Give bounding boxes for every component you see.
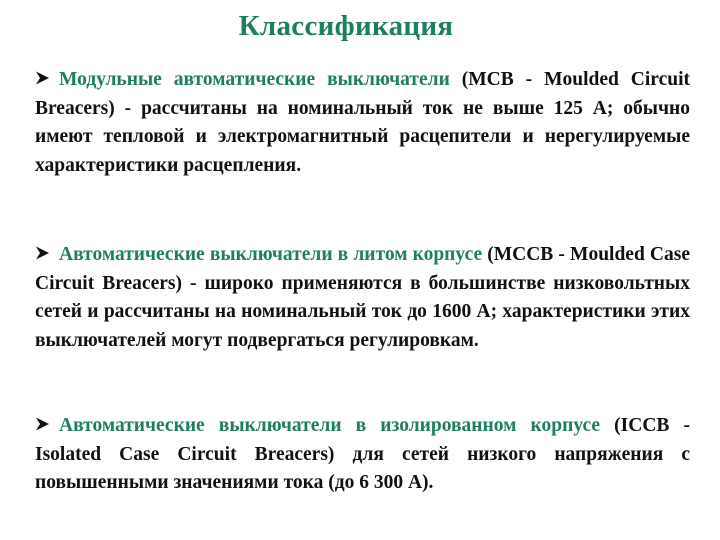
classification-item	[35, 412, 690, 498]
item-heading: Автоматические выключатели в литом корпусе	[59, 244, 483, 265]
item-heading: Модульные автоматические выключатели	[59, 69, 450, 90]
classification-item	[35, 66, 690, 180]
item-heading: Автоматические выключатели в изолированном корпусе	[59, 415, 601, 436]
arrow-bullet-icon	[35, 416, 50, 432]
item-description: (MCCB - Moulded Case Circuit Breacers) - широко применяются в большинстве низковольтных сетей и рассчитаны на номинальный ток до 1600 А; характеристики этих выключателей могут подвергаться регулировкам.	[35, 244, 690, 351]
arrow-bullet-icon	[35, 245, 50, 261]
arrow-bullet-icon	[35, 70, 50, 86]
item-description: (ICCB - Isolated Case Circuit Breacers) для сетей низкого напряжения с повышенными значениями тока (до 6 300 А).	[35, 415, 690, 494]
classification-item	[35, 241, 690, 355]
page-title: Классификация	[238, 10, 454, 42]
item-description: (MCB - Moulded Circuit Breacers) - рассчитаны на номинальный ток не выше 125 А; обычно имеют тепловой и электромагнитный расцепители и нерегулируемые характеристики расцепления.	[35, 69, 690, 176]
